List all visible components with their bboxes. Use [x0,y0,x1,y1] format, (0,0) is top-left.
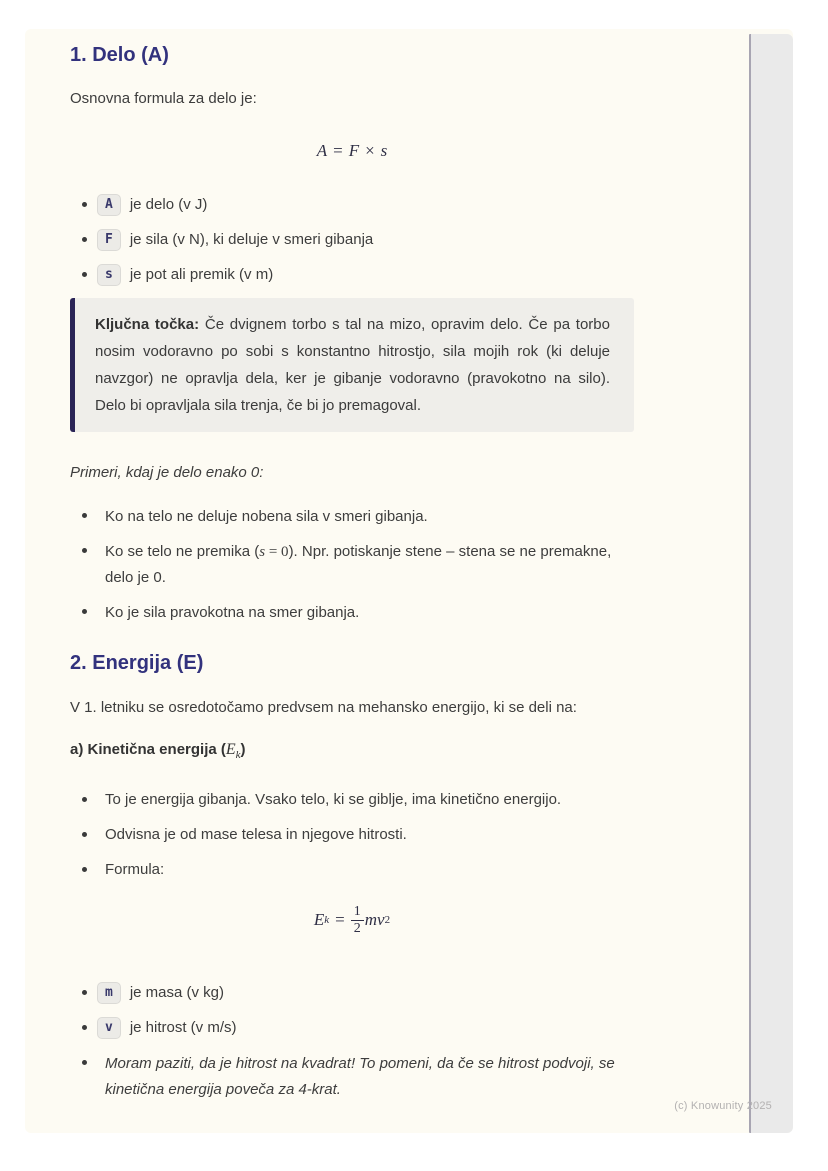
equals-sign: = [333,141,343,160]
example-text: Ko se telo ne premika ( [105,543,260,560]
fraction [351,904,364,937]
variable-description: je hitrost (v m/s) [129,1019,237,1036]
inline-math-rest: = 0 [265,544,289,560]
document-page [25,29,793,1133]
bullet-icon [82,202,87,207]
formula-variable-E: E [313,910,325,929]
section-2-intro: V 1. letniku se osredotočamo predvsem na mehansko energijo, ki se deli na: [70,699,577,716]
list-item [70,823,634,847]
list-item [70,1051,634,1103]
callout-label: Ključna točka: [95,316,200,333]
bullet-icon [82,867,87,872]
note-text: Moram paziti, da je hitrost na kvadrat! To pomeni, da če se hitrost podvoji, se kinetična energija poveča za 4-krat. [105,1055,615,1098]
fraction-numerator: 1 [351,904,364,921]
formula-subscript-k: k [324,914,330,926]
list-item [70,504,634,530]
variable-description: je pot ali premik (v m) [129,266,274,283]
subheading-text: ) [240,741,246,758]
formula-exponent: 2 [384,914,391,926]
bullet-icon [82,1060,87,1065]
kinetic-energy-subheading [70,739,634,766]
section-1-heading: 1. Delo (A) [70,44,169,66]
bullet-icon [82,513,87,518]
section-1-intro: Osnovna formula za delo je: [70,90,257,107]
bullet-icon [82,990,87,995]
point-text: Formula: [105,861,165,878]
inline-math-subscript: k [235,749,241,761]
variable-code-badge: m [97,982,121,1004]
list-item [70,1016,634,1040]
formula-variable-F: F [348,141,360,160]
inline-math-variable: s [259,544,266,560]
variable-code-badge: F [97,229,121,251]
bullet-icon [82,832,87,837]
bullet-icon [82,272,87,277]
formula-variable-s: s [380,141,388,160]
kinetic-energy-points-list [70,788,634,882]
bullet-icon [82,609,87,614]
bullet-icon [82,1025,87,1030]
variable-code-badge: v [97,1017,121,1039]
formula-variable-A: A [316,141,328,160]
formula-variable-mv: mv [364,910,385,929]
subheading-text: a) Kinetična energija ( [70,741,226,758]
variable-description: je delo (v J) [129,196,208,213]
inline-math-variable: E [225,741,236,758]
list-item [70,981,634,1005]
key-point-callout [70,298,634,432]
list-item [70,539,634,591]
example-text: Ko na telo ne deluje nobena sila v smeri gibanja. [105,508,428,525]
variable-description: je masa (v kg) [129,984,225,1001]
equals-sign: = [335,910,345,929]
zero-work-examples-list [70,504,634,626]
section-2-heading: 2. Energija (E) [70,652,204,674]
list-item [70,858,634,882]
variable-description: je sila (v N), ki deluje v smeri gibanja [129,231,374,248]
list-item [70,788,634,812]
kinetic-energy-formula [70,893,634,947]
list-item [70,193,634,217]
list-item [70,228,634,252]
variable-code-badge: s [97,264,121,286]
scrollbar-track[interactable] [749,34,793,1133]
point-text: To je energija gibanja. Vsako telo, ki se giblje, ima kinetično energijo. [105,791,562,808]
example-text: ). Npr. potiskanje stene – stena se ne premakne, delo je 0. [105,543,612,586]
document-content [70,29,634,1114]
watermark: (c) Knowunity 2025 [674,1100,772,1112]
variable-code-badge: A [97,194,121,216]
callout-text: Če dvignem torbo s tal na mizo, opravim delo. Če pa torbo nosim vodoravno po sobi s konstantno hitrostjo, sila mojih rok (ki deluje navzgor) ne opravlja dela, ker je gibanje vodoravno (pravokotno na silo). Delo bi opravljala sila trenja, če bi jo premagoval. [95,316,610,414]
list-item [70,263,634,287]
bullet-icon [82,797,87,802]
multiplication-sign: × [365,141,375,160]
bullet-icon [82,548,87,553]
kinetic-energy-variables-list [70,981,634,1103]
bullet-icon [82,237,87,242]
point-text: Odvisna je od mase telesa in njegove hitrosti. [105,826,407,843]
fraction-denominator: 2 [353,920,361,936]
work-variables-list [70,193,634,287]
examples-intro: Primeri, kdaj je delo enako 0: [70,464,264,481]
list-item [70,600,634,626]
work-formula [70,139,634,163]
example-text: Ko je sila pravokotna na smer gibanja. [105,604,360,621]
